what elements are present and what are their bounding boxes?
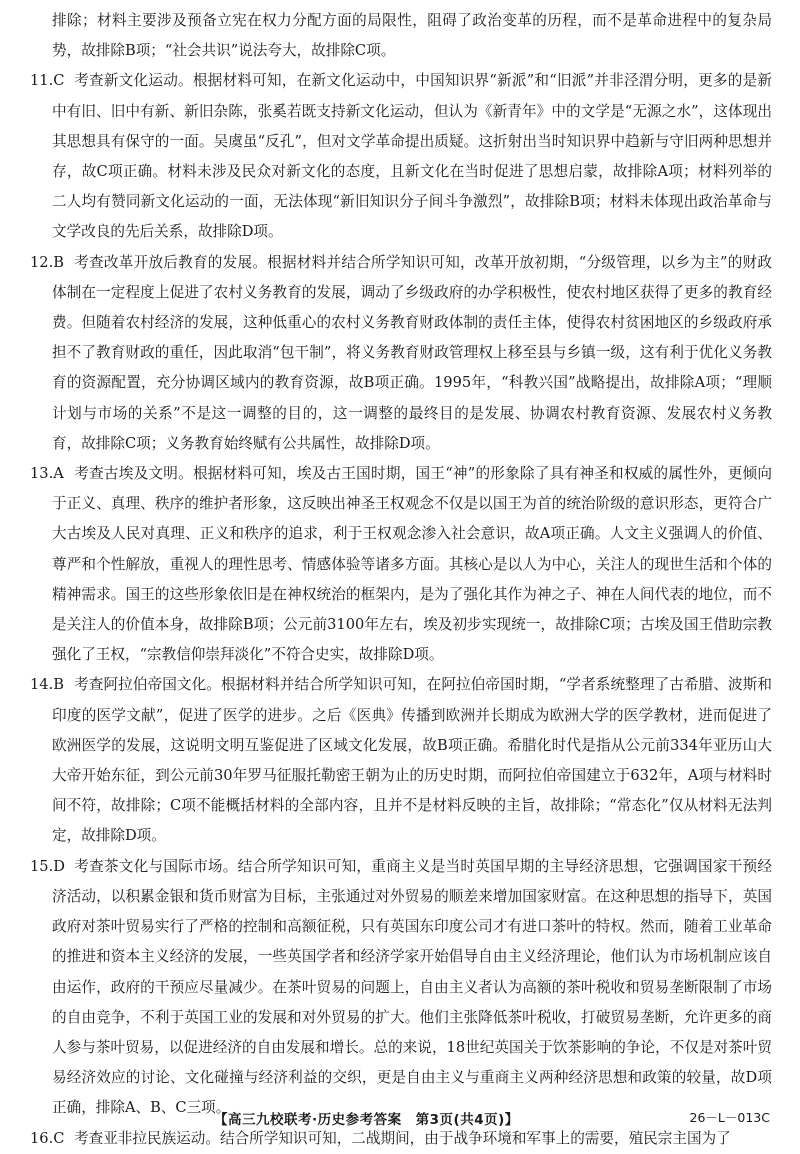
item-answer-letter: C <box>53 72 65 90</box>
item-number-label: 11. <box>30 72 54 90</box>
item-explanation <box>52 459 772 670</box>
item-explanation-text: 考查新文化运动。根据材料可知，在新文化运动中，中国知识界“新派”和“旧派”并非泾渭分明，更多的是新中有旧、旧中有新、新旧杂陈，张奚若既支持新文化运动，但认为《新青年》中的文学是“无源之水”，这体现出其思想具有保守的一面。吴虞虽“反孔”，但对文学革命提出质疑。这折射出当时知识界中趋新与守旧两种思想并存，故C项正确。材料未涉及民众对新文化的态度，且新文化在当时促进了思想启蒙，故排除A项；材料列举的二人均有赞同新文化运动的一面，无法体现“新旧知识分子间斗争激烈”，故排除B项；材料未体现出政治革命与文学改良的先后关系，故排除D项。 <box>52 72 772 241</box>
item-explanation-text: 考查阿拉伯帝国文化。根据材料并结合所学知识可知，在阿拉伯帝国时期，“学者系统整理了古希腊、波斯和印度的医学文献”，促进了医学的进步。之后《医典》传播到欧洲并长期成为欧洲大学的医学教材，进而促进了欧洲医学的发展，这说明文明互鉴促进了区域文化发展，故B项正确。希腊化时代是指从公元前334年亚历山大大帝开始东征，到公元前30年罗马征服托勒密王朝为止的历史时期，而阿拉伯帝国建立于632年，A项与材料时间不符，故排除；C项不能概括材料的全部内容，且并不是材料反映的主旨，故排除；“常态化”仅从材料无法判定，故排除D项。 <box>52 676 772 845</box>
item-number <box>30 66 64 96</box>
footer-title: 【高三九校联考·历史参考答案 第3页(共4页)】 <box>214 1112 519 1128</box>
item-answer-letter: B <box>53 676 64 694</box>
item-answer-letter: C <box>53 1129 65 1147</box>
item-number-label: 16. <box>30 1129 54 1147</box>
item-explanation-text: 考查改革开放后教育的发展。根据材料并结合所学知识可知，改革开放初期，“分级管理，以乡为主”的财政体制在一定程度上促进了农村义务教育的发展，调动了乡级政府的办学积极性，使农村地区获得了更多的教育经费。但随着农村经济的发展，这种低重心的农村义务教育财政体制的责任主体，使得农村贫困地区的乡级政府承担不了教育财政的重任，因此取消“包干制”，将义务教育财政管理权上移至县与乡镇一级，这有利于优化义务教育的资源配置，充分协调区域内的教育资源，故B项正确。1995年，“科教兴国”战略提出，故排除A项；“理顺计划与市场的关系”不是这一调整的目的，这一调整的最终目的是发展、协调农村教育资源、发展农村义务教育，故排除C项；义务教育始终赋有公共属性，故排除D项。 <box>52 253 772 452</box>
item-answer-letter: D <box>53 857 65 875</box>
item-explanation-text: 考查茶文化与国际市场。结合所学知识可知，重商主义是当时英国早期的主导经济思想，它强调国家干预经济活动，以积累金银和货币财富为目标，主张通过对外贸易的顺差来增加国家财富。在这种思想的指导下，英国政府对茶叶贸易实行了严格的控制和高额征税，只有英国东印度公司才有进口茶叶的特权。然而，随着工业革命的推进和资本主义经济的发展，一些英国学者和经济学家开始倡导自由主义经济理论，他们认为市场机制应该自由运作，政府的干预应尽量减少。在茶叶贸易的问题上，自由主义者认为高额的茶叶税收和贸易垄断限制了市场的自由竞争，不利于英国工业的发展和对外贸易的扩大。他们主张降低茶叶税收，打破贸易垄断，允许更多的商人参与茶叶贸易，以促进经济的自由发展和增长。总的来说，18世纪英国关于饮茶影响的争论，不仅是对茶叶贸易经济效应的讨论、文化碰撞与经济利益的交织，更是自由主义与重商主义两种经济思想和政策的较量，故D项正确，排除A、B、C三项。 <box>52 857 772 1117</box>
item-explanation <box>52 248 772 459</box>
item-number <box>30 459 64 489</box>
item-number <box>30 670 64 700</box>
answer-item-11 <box>30 66 772 247</box>
item-explanation <box>52 852 772 1124</box>
item-number <box>30 248 64 278</box>
footer-code: 26－L－013C <box>689 1110 770 1125</box>
answer-item-12 <box>30 248 772 459</box>
item-number <box>30 852 65 882</box>
answer-item-14 <box>30 670 772 851</box>
page-footer <box>0 1108 800 1132</box>
item-number-label: 13. <box>30 465 54 483</box>
item-answer-letter: B <box>53 253 64 271</box>
item-explanation <box>52 670 772 851</box>
item-answer-letter: A <box>53 465 64 483</box>
item-number-label: 15. <box>30 857 54 875</box>
item-number-label: 12. <box>30 253 54 271</box>
answer-page <box>30 6 772 1154</box>
answer-item-13 <box>30 459 772 670</box>
item-explanation-text: 考查古埃及文明。根据材料可知，埃及古王国时期，国王“神”的形象除了具有神圣和权威的属性外，更倾向于正义、真理、秩序的维护者形象，这反映出神圣王权观念不仅是以国王为首的统治阶级的意识形态，更符合广大古埃及人民对真理、正义和秩序的追求，利于王权观念渗入社会意识，故A项正确。人文主义强调人的价值、尊严和个性解放，重视人的理性思考、情感体验等诸多方面。其核心是以人为中心，关注人的现世生活和个体的精神需求。国王的这些形象依旧是在神权统治的框架内，是为了强化其作为神之子、神在人间代表的地位，而不是关注人的价值本身，故排除B项；公元前3100年左右，埃及初步实现统一，故排除C项；古埃及国王借助宗教强化了王权，“宗教信仰崇拜淡化”不符合史实，故排除D项。 <box>52 465 772 664</box>
item-number-label: 14. <box>30 676 54 694</box>
item-explanation-text: 考查亚非拉民族运动。结合所学知识可知，二战期间，由于战争环境和军事上的需要，殖民宗主国为了 <box>74 1129 731 1147</box>
item-explanation <box>52 66 772 247</box>
answer-item-15 <box>30 852 772 1124</box>
intro-paragraph: 排除；材料主要涉及预备立宪在权力分配方面的局限性，阻碍了政治变革的历程，而不是革命进程中的复杂局势，故排除B项；“社会共识”说法夸大，故排除C项。 <box>52 12 772 60</box>
